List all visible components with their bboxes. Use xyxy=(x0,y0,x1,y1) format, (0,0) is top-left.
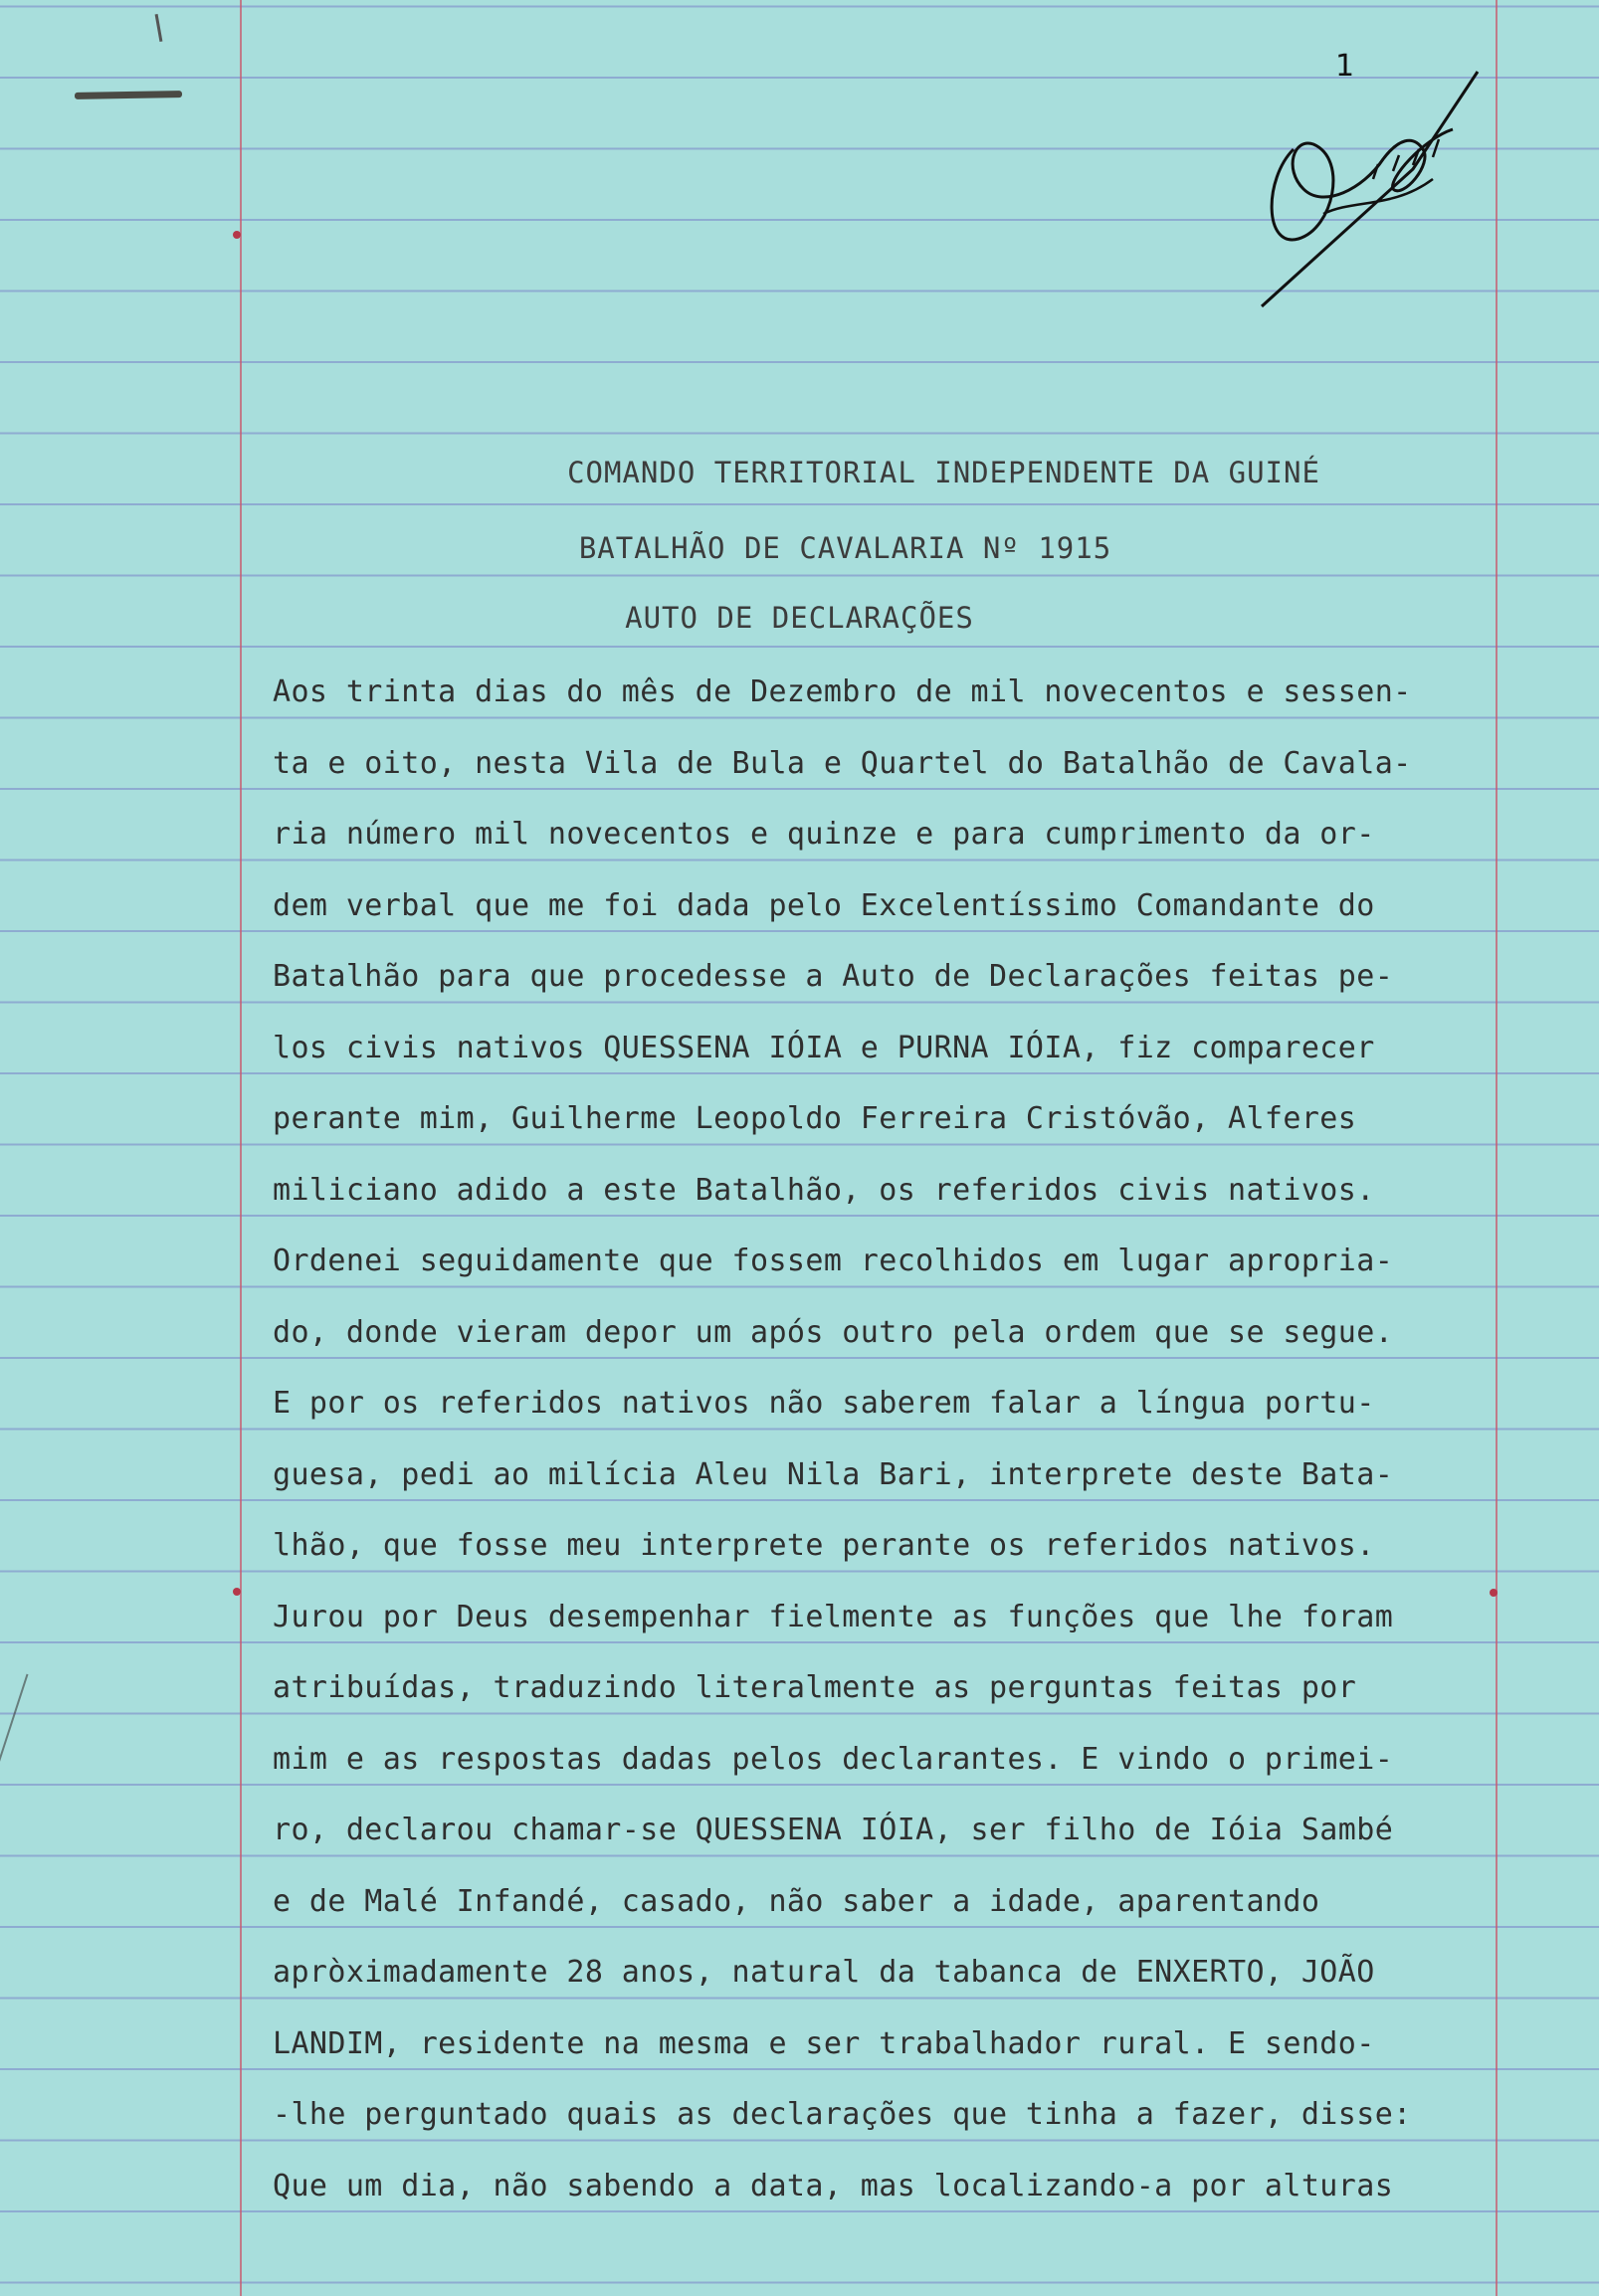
body-line: guesa, pedi ao milícia Aleu Nila Bari, interprete deste Bata- xyxy=(273,1456,1394,1492)
heading-command: COMANDO TERRITORIAL INDEPENDENTE DA GUINÉ xyxy=(567,456,1320,489)
body-line: e de Malé Infandé, casado, não saber a idade, aparentando xyxy=(273,1883,1320,1919)
heading-title: AUTO DE DECLARAÇÕES xyxy=(625,601,974,635)
body-line: los civis nativos QUESSENA IÓIA e PURNA IÓIA, fiz comparecer xyxy=(273,1030,1375,1065)
body-line: ta e oito, nesta Vila de Bula e Quartel do Batalhão de Cavala- xyxy=(273,745,1412,781)
body-line: lhão, que fosse meu interprete perante os referidos nativos. xyxy=(273,1528,1375,1563)
body-line: miliciano adido a este Batalhão, os referidos civis nativos. xyxy=(273,1172,1375,1208)
body-line: Jurou por Deus desempenhar fielmente as funções que lhe foram xyxy=(273,1599,1394,1634)
body-line: LANDIM, residente na mesma e ser trabalhador rural. E sendo- xyxy=(273,2025,1375,2061)
body-line: E por os referidos nativos não saberem falar a língua portu- xyxy=(273,1386,1375,1421)
body-line: ro, declarou chamar-se QUESSENA IÓIA, ser filho de Ióia Sambé xyxy=(273,1813,1394,1847)
heading-battalion: BATALHÃO DE CAVALARIA Nº 1915 xyxy=(578,531,1112,565)
page-number: 1 xyxy=(1335,49,1355,84)
body-line: do, donde vieram depor um após outro pela ordem que se segue. xyxy=(273,1314,1394,1350)
body-line: perante mim, Guilherme Leopoldo Ferreira Cristóvão, Alferes xyxy=(273,1101,1357,1136)
signature-mark xyxy=(1254,40,1483,318)
left-margin-line xyxy=(240,0,242,2296)
body-line: Que um dia, não sabendo a data, mas localizando-a por alturas xyxy=(273,2168,1394,2203)
body-line: -lhe perguntado quais as declarações que tinha a fazer, disse: xyxy=(273,2097,1412,2132)
body-line: Aos trinta dias do mês de Dezembro de mil novecentos e sessen- xyxy=(273,674,1412,709)
body-line: mim e as respostas dadas pelos declarantes. E vindo o primei- xyxy=(273,1741,1394,1777)
document-body xyxy=(273,667,1497,2231)
body-line: apròximadamente 28 anos, natural da tabanca de ENXERTO, JOÃO xyxy=(273,1955,1375,1990)
body-line: Batalhão para que procedesse a Auto de Declarações feitas pe- xyxy=(273,959,1394,994)
body-line: Ordenei seguidamente que fossem recolhidos em lugar apropria- xyxy=(273,1244,1394,1278)
punch-mark xyxy=(233,1588,241,1596)
body-line: atribuídas, traduzindo literalmente as perguntas feitas por xyxy=(273,1670,1357,1705)
body-line: dem verbal que me foi dada pelo Excelentíssimo Comandante do xyxy=(273,887,1375,923)
body-line: ria número mil novecentos e quinze e para cumprimento da or- xyxy=(273,817,1375,852)
punch-mark xyxy=(233,231,241,239)
